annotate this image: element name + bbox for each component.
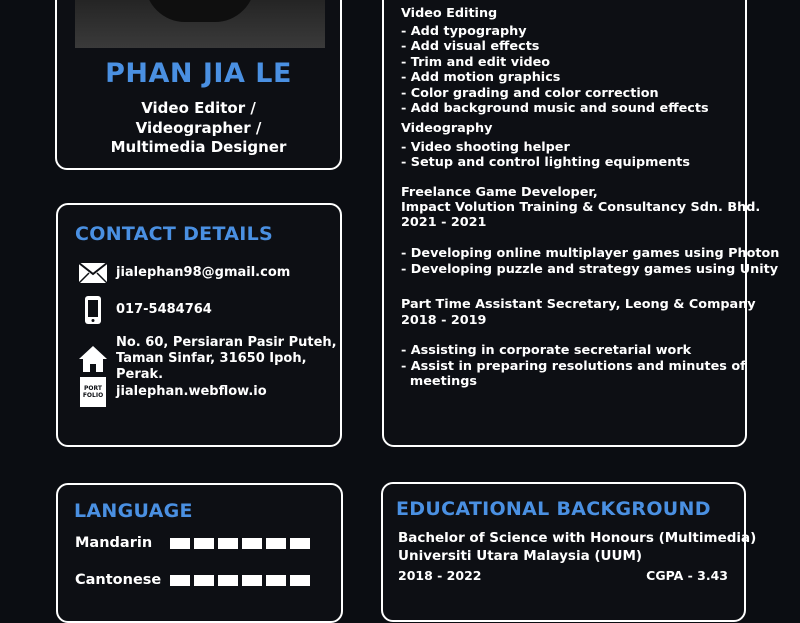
education-degree: Bachelor of Science with Honours (Multimedia) bbox=[398, 530, 757, 546]
level-box bbox=[266, 538, 286, 549]
experience-line: Video Editing bbox=[401, 6, 498, 21]
portfolio-icon bbox=[78, 377, 108, 407]
level-box bbox=[194, 538, 214, 549]
level-box bbox=[218, 538, 238, 549]
language-row bbox=[75, 572, 310, 588]
language-level-bar bbox=[170, 575, 310, 586]
contact-email-row[interactable] bbox=[78, 258, 290, 288]
language-level-bar bbox=[170, 538, 310, 549]
education-title: EDUCATIONAL BACKGROUND bbox=[396, 498, 711, 520]
experience-line: - Setup and control lighting equipments bbox=[401, 155, 691, 170]
level-box bbox=[290, 575, 310, 586]
experience-line: - Developing puzzle and strategy games using Unity bbox=[401, 262, 779, 277]
contact-title: CONTACT DETAILS bbox=[75, 223, 274, 245]
experience-line: - Developing online multiplayer games using Photon bbox=[401, 246, 780, 261]
experience-line: - Add background music and sound effects bbox=[401, 101, 709, 116]
experience-line: - Add visual effects bbox=[401, 39, 540, 54]
profile-card bbox=[55, 0, 342, 170]
contact-phone-row[interactable] bbox=[78, 295, 212, 325]
experience-line: - Assist in preparing resolutions and minutes of bbox=[401, 359, 746, 374]
experience-line: Videography bbox=[401, 121, 493, 136]
contact-website-row[interactable] bbox=[78, 377, 267, 407]
level-box bbox=[170, 575, 190, 586]
level-box bbox=[218, 575, 238, 586]
profile-role-2: Videographer / bbox=[135, 119, 262, 137]
contact-card bbox=[56, 203, 342, 447]
email-icon bbox=[78, 258, 108, 288]
phone-icon bbox=[78, 295, 108, 325]
education-school: Universiti Utara Malaysia (UUM) bbox=[398, 548, 643, 564]
experience-line: - Add typography bbox=[401, 24, 527, 39]
level-box bbox=[170, 538, 190, 549]
experience-line: Part Time Assistant Secretary, Leong & Company bbox=[401, 297, 756, 312]
portfolio-badge-line-1: PORT bbox=[84, 385, 102, 392]
experience-line: - Color grading and color correction bbox=[401, 86, 659, 101]
level-box bbox=[242, 538, 262, 549]
level-box bbox=[266, 575, 286, 586]
experience-line: - Video shooting helper bbox=[401, 140, 570, 155]
experience-line: - Add motion graphics bbox=[401, 70, 561, 85]
contact-address-row bbox=[78, 335, 340, 383]
address-line-2: Taman Sinfar, 31650 Ipoh, Perak. bbox=[116, 351, 307, 382]
profile-name: PHAN JIA LE bbox=[105, 58, 292, 89]
experience-line: 2021 - 2021 bbox=[401, 215, 487, 230]
education-cgpa: CGPA - 3.43 bbox=[646, 568, 728, 583]
language-row bbox=[75, 535, 310, 551]
level-box bbox=[194, 575, 214, 586]
email-text: jialephan98@gmail.com bbox=[116, 265, 291, 280]
experience-line: - Trim and edit video bbox=[401, 55, 551, 70]
profile-role-1: Video Editor / bbox=[141, 99, 256, 117]
profile-photo bbox=[75, 0, 325, 48]
website-link[interactable]: jialephan.webflow.io bbox=[116, 384, 267, 399]
experience-line: 2018 - 2019 bbox=[401, 313, 487, 328]
level-box bbox=[242, 575, 262, 586]
experience-line: - Assisting in corporate secretarial work bbox=[401, 343, 692, 358]
experience-card bbox=[382, 0, 780, 447]
language-name: Mandarin bbox=[75, 535, 153, 551]
experience-line: Freelance Game Developer, bbox=[401, 185, 598, 200]
education-years: 2018 - 2022 bbox=[398, 568, 482, 583]
phone-text: 017-5484764 bbox=[116, 302, 212, 317]
language-card bbox=[56, 483, 343, 623]
education-card bbox=[381, 482, 757, 622]
language-title: LANGUAGE bbox=[74, 500, 193, 522]
experience-line: Impact Volution Training & Consultancy Sdn. Bhd. bbox=[401, 200, 761, 215]
profile-role-3: Multimedia Designer bbox=[110, 138, 287, 156]
address-line-1: No. 60, Persiaran Pasir Puteh, bbox=[116, 335, 337, 350]
experience-line: meetings bbox=[401, 374, 477, 389]
language-name: Cantonese bbox=[75, 572, 162, 588]
portfolio-badge-line-2: FOLIO bbox=[82, 392, 104, 399]
home-icon bbox=[78, 344, 108, 374]
level-box bbox=[290, 538, 310, 549]
